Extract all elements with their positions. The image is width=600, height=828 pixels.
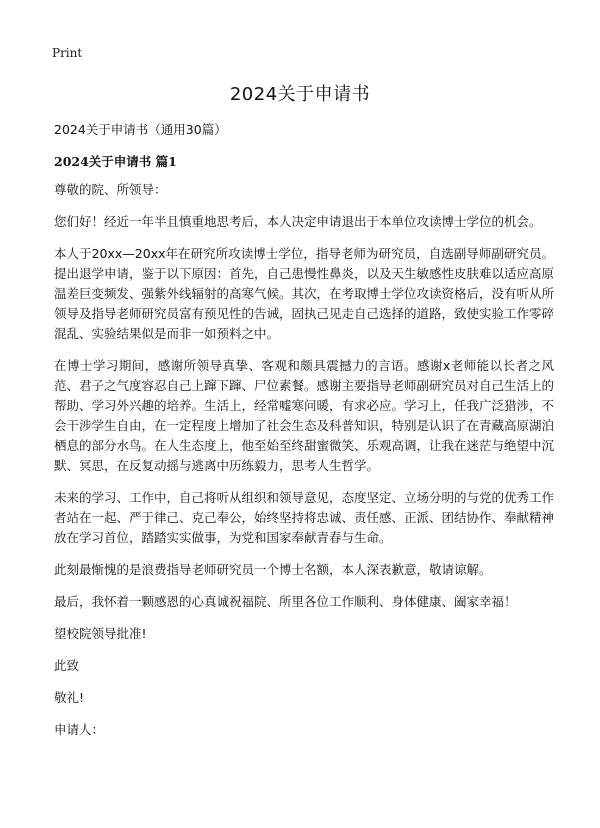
paragraph-approval: 望校院领导批准! [54, 626, 147, 641]
document-body [54, 120, 554, 752]
closing-cizhi: 此致 [54, 658, 80, 673]
document-subtitle: 2024关于申请书（通用30篇） [54, 122, 227, 137]
paragraph-future: 未来的学习、工作中，自己将听从组织和领导意见，态度坚定、立场分明的与党的优秀工作者站在一起、严于律己、克己奉公，始终坚持将忠诚、责任感、正派、团结协作、奉献精神放在学习首位，踏踏实实做事，为党和国家奉献青春与生命。 [54, 490, 555, 545]
paragraph-blessing: 最后，我怀着一颗感恩的心真诚祝福院、所里各位工作顺利、身体健康、阖家幸福！ [54, 594, 517, 609]
salutation: 尊敬的院、所领导： [54, 182, 167, 197]
print-label: Print [52, 46, 83, 60]
applicant-signature-label: 申请人： [54, 722, 105, 737]
paragraph-intro: 您们好！经近一年半且慎重地思考后，本人决定申请退出于本单位攻读博士学位的机会。 [54, 214, 542, 229]
paragraph-apology: 此刻最惭愧的是浪费指导老师研究员一个博士名额，本人深表歉意，敬请谅解。 [54, 562, 492, 577]
paragraph-reasons: 本人于20xx—20xx年在研究所攻读博士学位，指导老师为研究员，自选副导师副研究员。提出退学申请，鉴于以下原因：首先，自己患慢性鼻炎，以及天生敏感性皮肤难以适应高原温差巨变频发、强紫外线辐射的高寒气候。其次，在考取博士学位攻读资格后，没有听从所领导及指导老师研究员富有预见性的告诫，固执己见走自己选择的道路，致使实验工作零碎混乱、实验结果似是而非一如预料之中。 [54, 246, 555, 341]
section-heading: 2024关于申请书 篇1 [54, 154, 177, 169]
closing-jingli: 敬礼! [54, 690, 85, 705]
paragraph-gratitude: 在博士学习期间，感谢所领导真挚、客观和颇具震撼力的言语。感谢x老师能以长者之风范、君子之气度容忍自己上蹿下蹿、尸位素餐。感谢主要指导老师副研究员对自己生活上的帮助、学习外兴趣的培养。生活上，经常嘘寒问暖，有求必应。学习上，任我广泛猎涉，不会干涉学生自由，在一定程度上增加了社会生态及科普知识，特别是认识了在青藏高原湖泊栖息的部分水鸟。在人生态度上，他至始至终甜蜜微笑、乐观高调，让我在迷茫与绝望中沉默、冥思，在反复动摇与逃离中历练毅力，思考人生哲学。 [54, 358, 555, 473]
document-title: 2024关于申请书 [229, 84, 371, 105]
